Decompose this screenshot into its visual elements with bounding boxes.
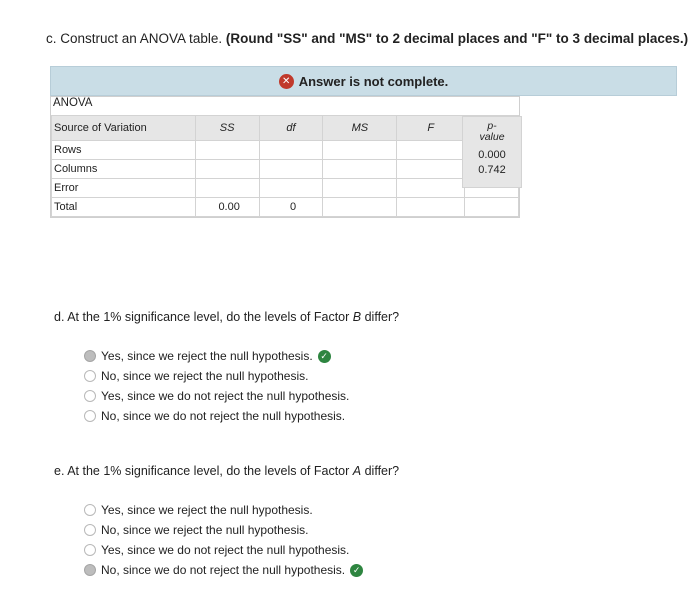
- total-ms-cell: [323, 198, 397, 217]
- option-label: Yes, since we do not reject the null hypothesis.: [101, 389, 350, 403]
- radio-button[interactable]: [84, 410, 96, 422]
- question-e-text: e. At the 1% significance level, do the levels of Factor: [54, 464, 353, 478]
- rows-ms-input[interactable]: [325, 141, 398, 159]
- radio-selected[interactable]: [84, 350, 96, 362]
- question-e-factor: A: [352, 464, 362, 478]
- error-x-icon: ✕: [279, 74, 294, 89]
- anova-title: ANOVA: [53, 97, 93, 109]
- correct-check-icon: ✓: [350, 564, 363, 577]
- question-e-text-end: differ?: [361, 464, 400, 478]
- radio-button[interactable]: [84, 544, 96, 556]
- question-e-options: [84, 500, 363, 580]
- rows-df-input[interactable]: [262, 141, 325, 159]
- pvalue-column: [462, 116, 522, 188]
- pvalue-rows: 0.000: [478, 149, 506, 161]
- question-e-option-4[interactable]: [84, 560, 363, 580]
- total-pvalue-cell: [465, 198, 519, 217]
- rows-f-input[interactable]: [399, 141, 466, 159]
- rows-ss-input[interactable]: [198, 141, 261, 159]
- question-d-text: d. At the 1% significance level, do the levels of Factor: [54, 310, 353, 324]
- error-df-input[interactable]: [262, 179, 325, 197]
- row-label-error: Error: [52, 179, 196, 198]
- columns-f-input[interactable]: [399, 160, 466, 178]
- anova-header-row: [52, 116, 519, 141]
- error-ms-input[interactable]: [325, 179, 398, 197]
- columns-ms-input[interactable]: [325, 160, 398, 178]
- total-ss-input[interactable]: [198, 198, 261, 216]
- question-e-option-1[interactable]: [84, 500, 363, 520]
- radio-selected[interactable]: [84, 564, 96, 576]
- pvalue-columns: 0.742: [478, 164, 506, 176]
- error-ss-input[interactable]: [198, 179, 261, 197]
- question-d-text-end: differ?: [361, 310, 400, 324]
- radio-button[interactable]: [84, 390, 96, 402]
- question-e-option-2[interactable]: [84, 520, 363, 540]
- row-label-total: Total: [52, 198, 196, 217]
- question-c-instruction: (Round "SS" and "MS" to 2 decimal places and "F" to 3 decimal places.): [225, 31, 689, 46]
- question-d-option-1[interactable]: [84, 346, 349, 366]
- question-e-prompt: [54, 464, 399, 478]
- question-d-factor: B: [352, 310, 362, 324]
- option-label: No, since we reject the null hypothesis.: [101, 523, 309, 537]
- columns-ss-input[interactable]: [198, 160, 261, 178]
- radio-button[interactable]: [84, 370, 96, 382]
- header-ms: MS: [323, 116, 397, 141]
- question-d-option-3[interactable]: [84, 386, 349, 406]
- total-f-cell: [397, 198, 465, 217]
- row-label-rows: Rows: [52, 141, 196, 160]
- total-df-input[interactable]: [262, 198, 325, 216]
- table-row: [52, 141, 519, 160]
- header-source: Source of Variation: [52, 116, 196, 141]
- columns-df-input[interactable]: [262, 160, 325, 178]
- option-label: Yes, since we reject the null hypothesis.: [101, 503, 313, 517]
- header-pvalue: p- value: [479, 120, 505, 143]
- question-c-prompt: [46, 31, 688, 46]
- question-d-option-4[interactable]: [84, 406, 349, 426]
- header-df: df: [259, 116, 323, 141]
- answer-status-banner: [50, 66, 677, 96]
- anova-table-container: [50, 96, 520, 218]
- question-d-option-2[interactable]: [84, 366, 349, 386]
- table-row: [52, 198, 519, 217]
- option-label: No, since we do not reject the null hypothesis.: [101, 563, 346, 577]
- option-label: Yes, since we reject the null hypothesis.: [101, 349, 313, 363]
- question-d-prompt: [54, 310, 399, 324]
- option-label: No, since we do not reject the null hypothesis.: [101, 409, 346, 423]
- question-d-options: [84, 346, 349, 426]
- answer-status-text: Answer is not complete.: [298, 73, 449, 89]
- table-row: [52, 160, 519, 179]
- row-label-columns: Columns: [52, 160, 196, 179]
- table-row: [52, 179, 519, 198]
- header-f: F: [397, 116, 465, 141]
- radio-button[interactable]: [84, 504, 96, 516]
- correct-check-icon: ✓: [318, 350, 331, 363]
- question-e-option-3[interactable]: [84, 540, 363, 560]
- option-label: Yes, since we do not reject the null hypothesis.: [101, 543, 350, 557]
- error-f-cell: [397, 179, 465, 198]
- question-c-prefix: c. Construct an ANOVA table.: [46, 31, 223, 46]
- radio-button[interactable]: [84, 524, 96, 536]
- header-ss: SS: [195, 116, 259, 141]
- anova-table: [51, 115, 519, 217]
- option-label: No, since we reject the null hypothesis.: [101, 369, 309, 383]
